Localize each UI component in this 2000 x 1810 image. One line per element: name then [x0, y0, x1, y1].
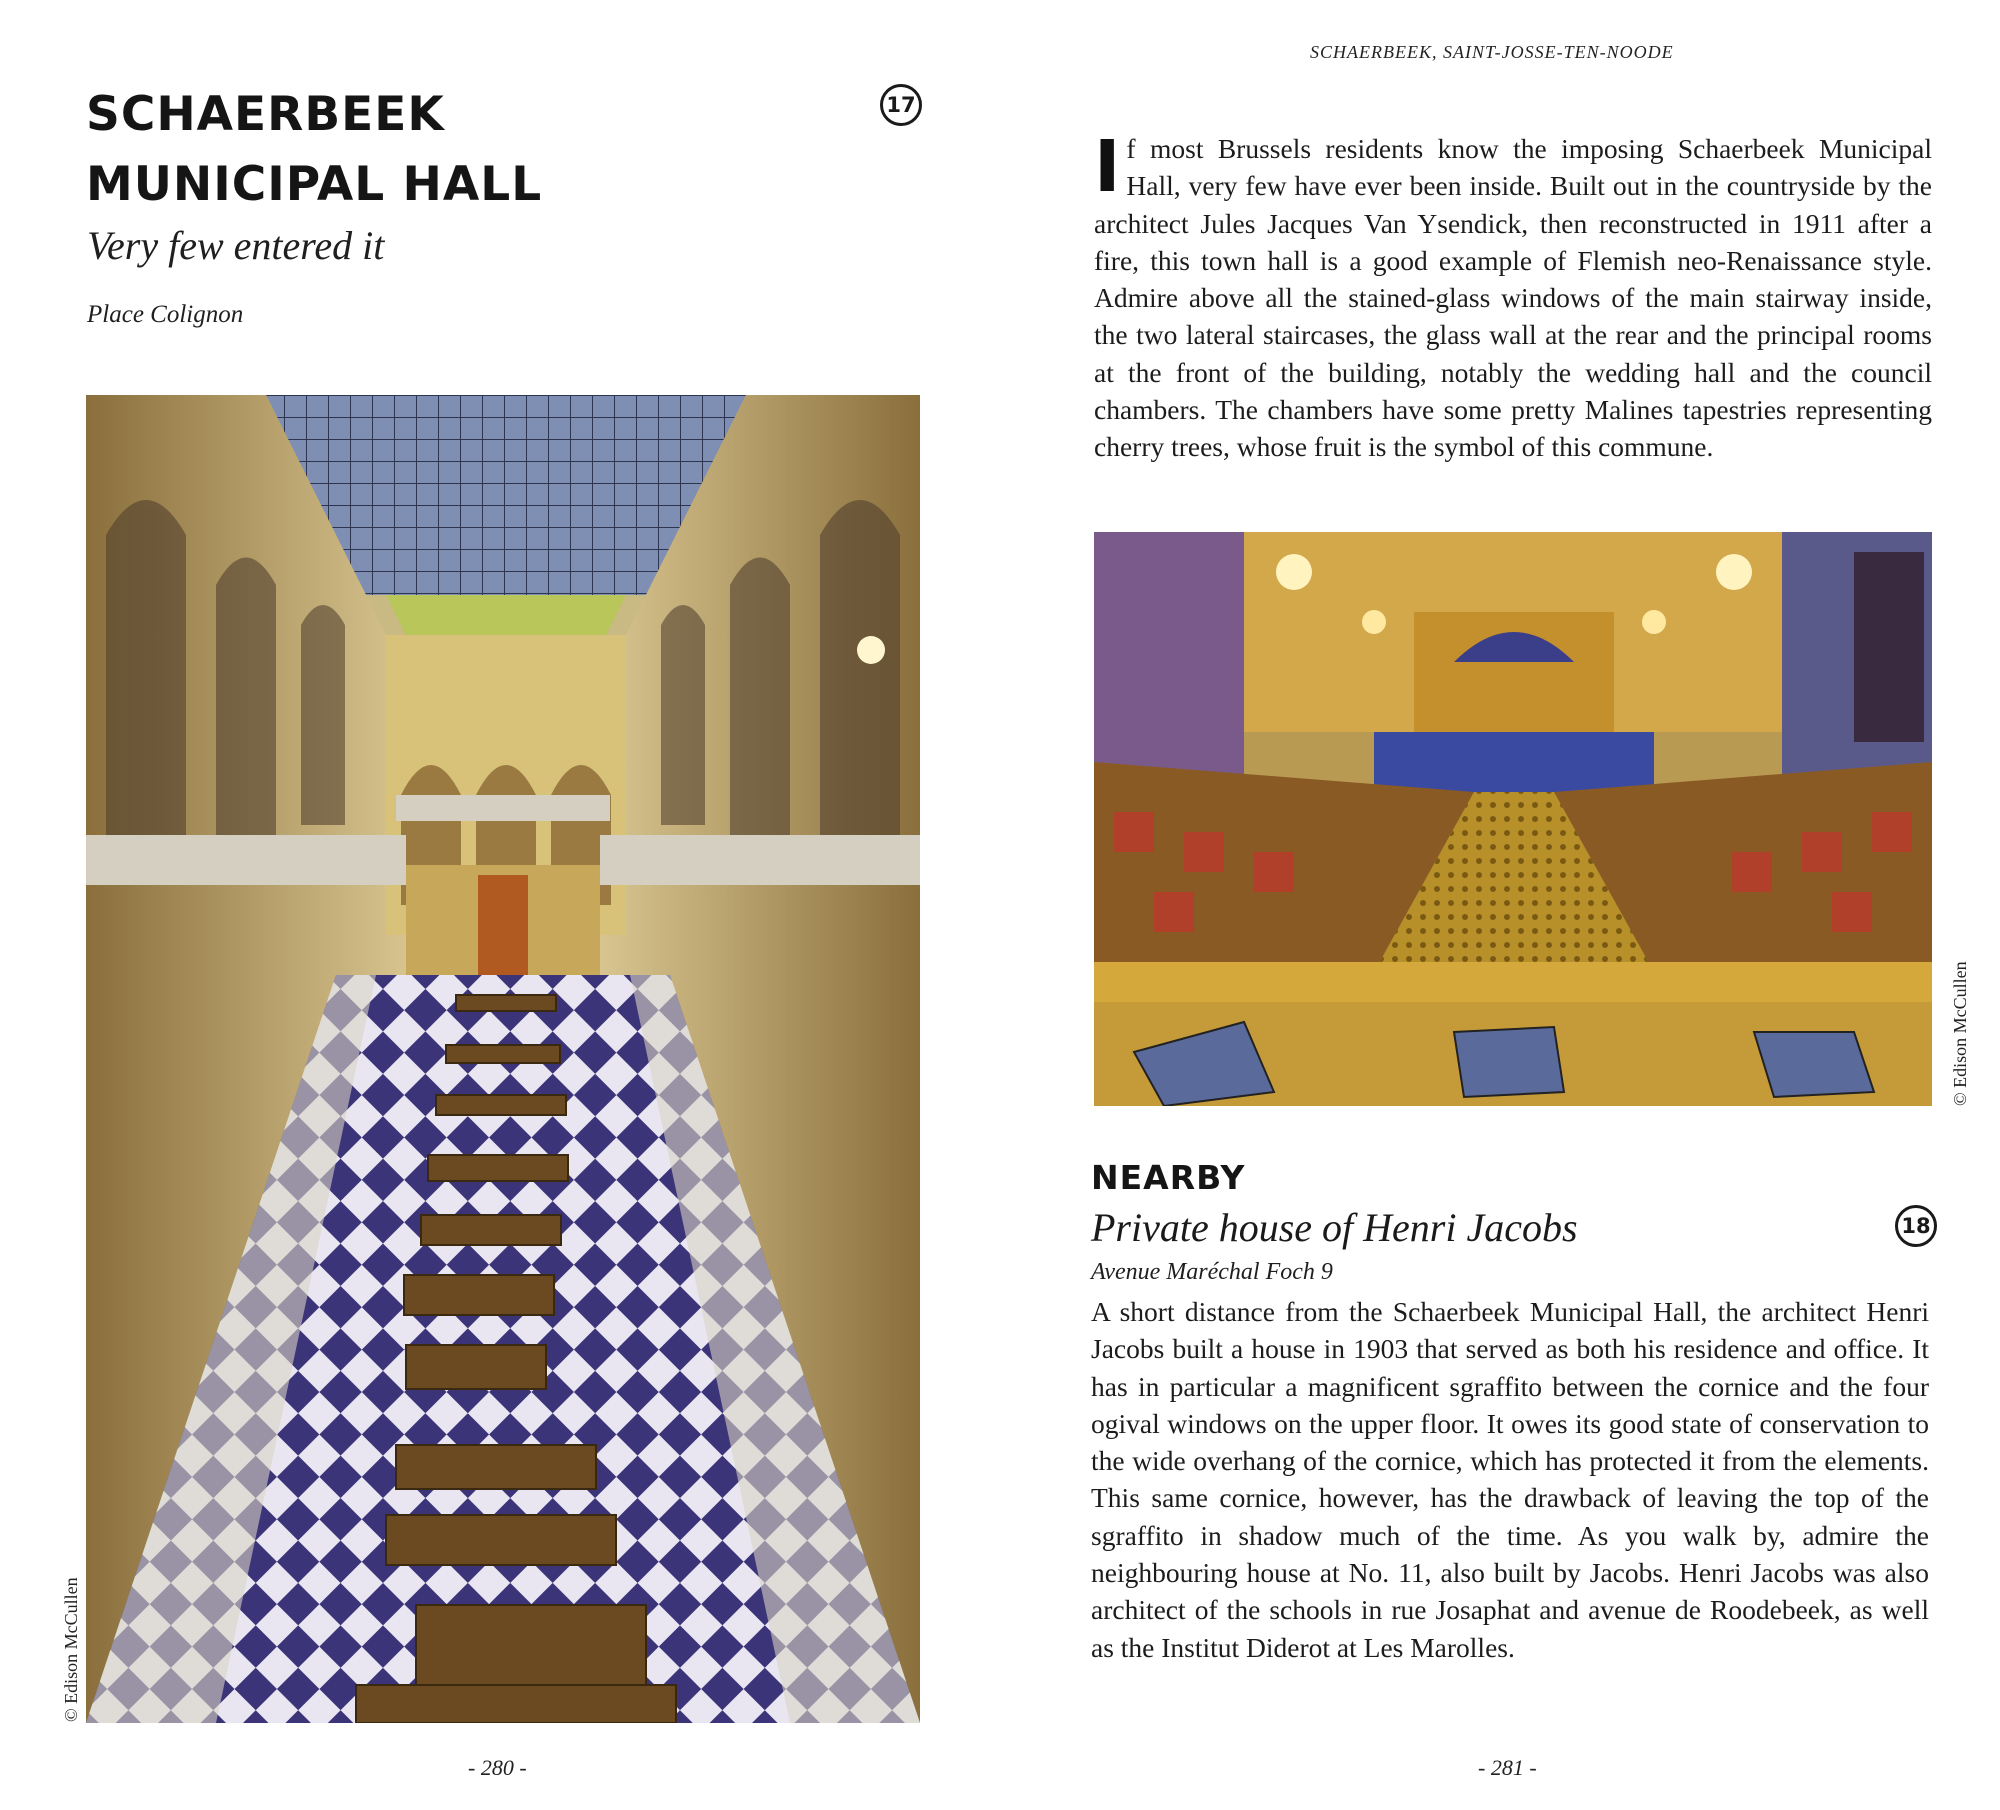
entry-number-badge: 17 — [880, 84, 922, 126]
title-line-1: SCHAERBEEK — [86, 87, 445, 142]
page-number-left: - 280 - — [468, 1755, 527, 1780]
nearby-title: Private house of Henri Jacobs — [1091, 1205, 1578, 1250]
nearby-entry-number-badge: 18 — [1895, 1205, 1937, 1247]
nearby-address: Avenue Maréchal Foch 9 — [1091, 1259, 1333, 1285]
page-number-right: - 281 - — [1478, 1755, 1537, 1780]
running-head: SCHAERBEEK, SAINT-JOSSE-TEN-NOODE — [1310, 42, 1674, 62]
photo-credit-right: © Edison McCullen — [1950, 961, 1970, 1106]
atrium-photo — [86, 395, 920, 1723]
photo-credit-left: © Edison McCullen — [61, 1577, 81, 1722]
nearby-heading: NEARBY — [1091, 1158, 1246, 1197]
location-address: Place Colignon — [87, 301, 244, 328]
drop-cap: I — [1094, 125, 1121, 208]
title-line-2: MUNICIPAL HALL — [86, 157, 543, 212]
intro-text: f most Brussels residents know the imposing Schaerbeek Municipal Hall, very few have ever been inside. Built out in the countryside by the architect Jules Jacques Van Ysendick, then reconstructed in 1911 after a fire, this town hall is a good example of Flemish neo-Renaissance style. Admire above all the stained-glass windows of the main stairway inside, the two lateral staircases, the glass wall at the rear and the principal rooms at the front of the building, notably the wedding hall and the council chambers. The chambers have some pretty Malines tapestries representing cherry trees, whose fruit is the symbol of this commune. — [1094, 133, 1932, 463]
intro-paragraph — [1094, 125, 1932, 466]
page-subtitle: Very few entered it — [87, 223, 385, 268]
page-title — [86, 80, 786, 220]
council-chamber-photo — [1094, 532, 1932, 1106]
nearby-paragraph: A short distance from the Schaerbeek Municipal Hall, the architect Henri Jacobs built a house in 1903 that served as both his residence and office. It has in particular a magnificent sgraffito between the cornice and the four ogival windows on the upper floor. It owes its good state of conservation to the wide overhang of the cornice, which has protected it from the elements. This same cornice, however, has the drawback of leaving the top of the sgraffito in shadow much of the time. As you walk by, admire the neighbouring house at No. 11, also built by Jacobs. Henri Jacobs was also architect of the schools in rue Josaphat and avenue de Roodebeek, as well as the Institut Diderot at Les Marolles. — [1091, 1296, 1929, 1663]
